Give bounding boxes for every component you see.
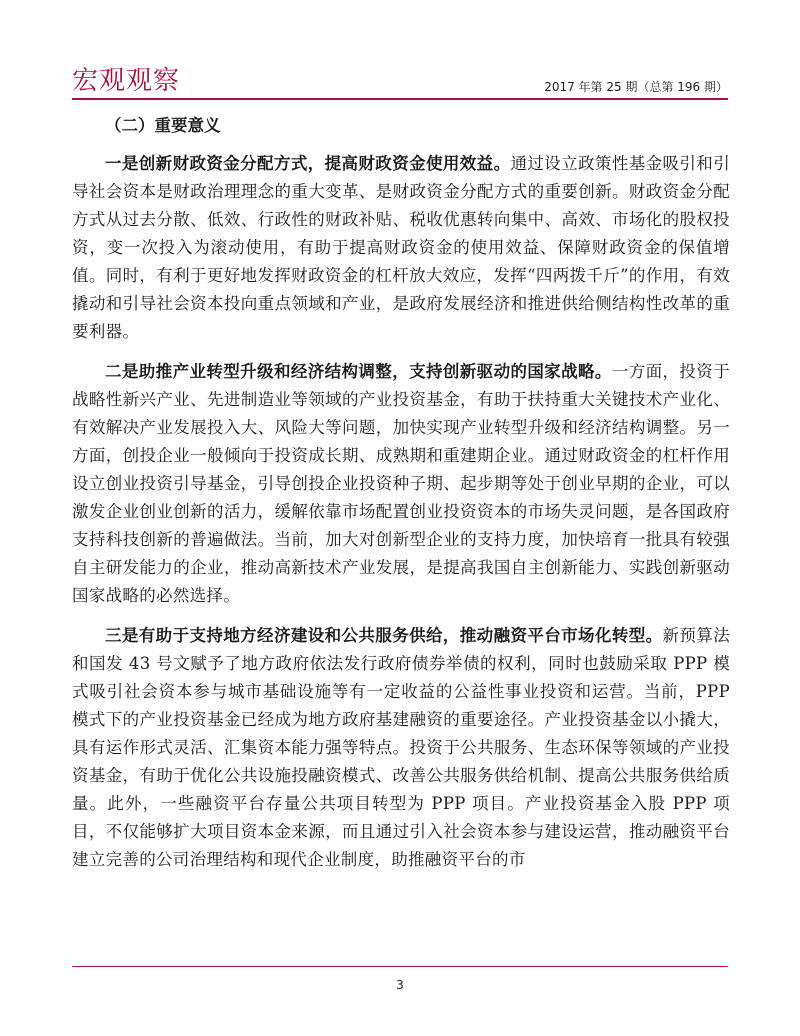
section-heading: （二）重要意义 bbox=[105, 116, 221, 135]
publication-title: 宏观观察 bbox=[72, 66, 181, 96]
paragraph-body: 一方面，投资于战略性新兴产业、先进制造业等领域的产业投资基金，有助于扶持重大关键技术产业化、有效解决产业发展投入大、风险大等问题，加快实现产业转型升级和经济结构调整。另一方面，创投企业一般倾向于投资成长期、成熟期和重建期企业。通过财政资金的杠杆作用设立创业投资引导基金，引导创投企业投资种子期、起步期等处于创业早期的企业，可以激发企业创业创新的活力，缓解依靠市场配置创业投资资本的市场失灵问题，是各国政府支持科技创新的普遍做法。当前，加大对创新型企业的支持力度，加快培育一批具有较强自主研发能力的企业，推动高新技术产业发展，是提高我国自主创新能力、实践创新驱动国家战略的必然选择。 bbox=[72, 362, 730, 605]
document-body bbox=[72, 112, 730, 886]
paragraph-body: 通过设立政策性基金吸引和引导社会资本是财政治理理念的重大变革、是财政资金分配方式的重要创新。财政资金分配方式从过去分散、低效、行政性的财政补贴、税收优惠转向集中、高效、市场化的股权投资，变一次投入为滚动使用，有助于提高财政资金的使用效益、保障财政资金的保值增值。同时，有利于更好地发挥财政资金的杠杆放大效应，发挥“四两拨千斤”的作用，有效撬动和引导社会资本投向重点领域和产业，是政府发展经济和推进供给侧结构性改革的重要利器。 bbox=[72, 154, 730, 341]
paragraph-lead: 二是助推产业转型升级和经济结构调整，支持创新驱动的国家战略。 bbox=[105, 362, 612, 381]
footer-divider bbox=[72, 966, 728, 967]
issue-number: 2017 年第 25 期（总第 196 期） bbox=[544, 80, 728, 94]
paragraph-lead: 一是创新财政资金分配方式，提高财政资金使用效益。 bbox=[105, 154, 511, 173]
header-divider bbox=[72, 98, 728, 100]
paragraph-2 bbox=[72, 358, 730, 610]
paragraph-1 bbox=[72, 150, 730, 346]
paragraph-3 bbox=[72, 622, 730, 874]
paragraph-body: 新预算法和国发 43 号文赋予了地方政府依法发行政府债券举债的权利，同时也鼓励采取 PPP 模式吸引社会资本参与城市基础设施等有一定收益的公益性事业投资和运营。当前，PPP 模式下的产业投资基金已经成为地方政府基建融资的重要途径。产业投资基金以小撬大，具有运作形式灵活、汇集资本能力强等特点。投资于公共服务、生态环保等领域的产业投资基金，有助于优化公共设施投融资模式、改善公共服务供给机制、提高公共服务供给质量。此外，一些融资平台存量公共项目转型为 PPP 项目。产业投资基金入股 PPP 项目，不仅能够扩大项目资本金来源，而且通过引入社会资本参与建设运营，推动融资平台建立完善的公司治理结构和现代企业制度，助推融资平台的市 bbox=[72, 626, 730, 869]
page-number: 3 bbox=[396, 978, 404, 992]
paragraph-lead: 三是有助于支持地方经济建设和公共服务供给，推动融资平台市场化转型。 bbox=[105, 626, 663, 645]
